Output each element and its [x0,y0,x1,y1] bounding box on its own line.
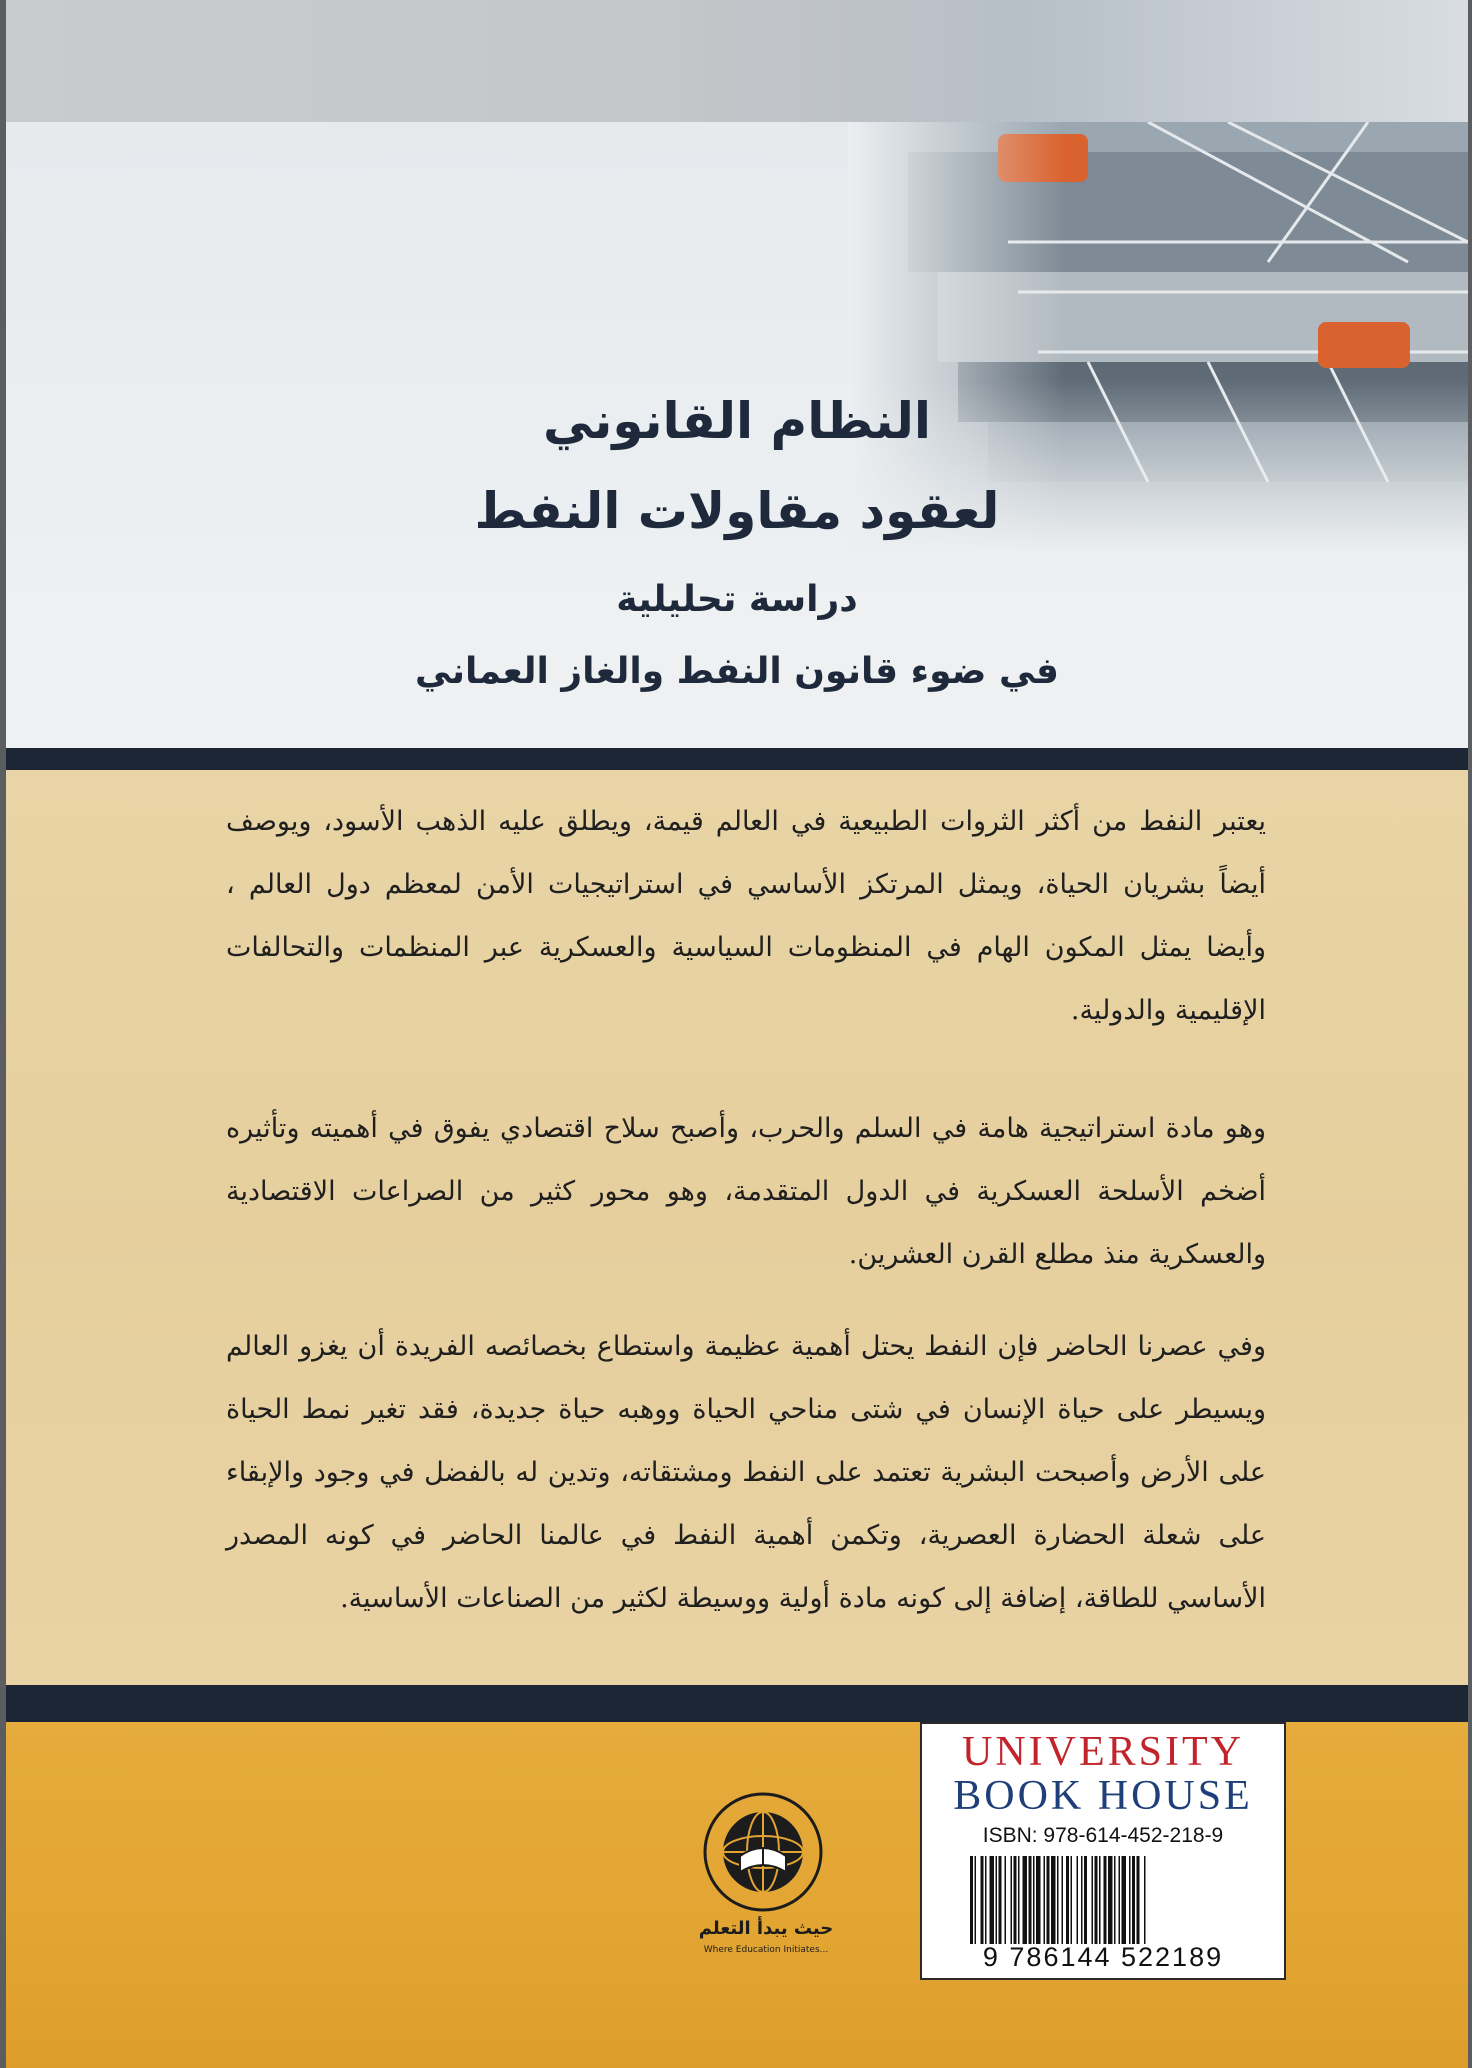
barcode-bar [996,1856,998,1944]
barcode-bar [1081,1856,1083,1944]
barcode-bar [1014,1856,1017,1944]
barcode-bar [1099,1856,1101,1944]
barcode-bar [1144,1856,1146,1944]
publisher-name-line-2: BOOK HOUSE [953,1773,1253,1819]
blurb-paragraph-1: يعتبر النفط من أكثر الثروات الطبيعية في العالم قيمة، ويطلق عليه الذهب الأسود، ويوصف أيضاً بشريان الحياة، ويمثل المرتكز الأساسي في استراتيجيات الأمن لمعظم دول العالم ، وأيضا يمثل المكون الهام في المنظومات السياسية والعسكرية عبر المنظمات والتحالفات الإقليمية والدولية. [226,806,1266,1026]
cover-title-line-1: النظام القانوني [542,392,931,450]
barcode-bar [1132,1856,1135,1944]
cover-subtitle-line-2: في ضوء قانون النفط والغاز العماني [415,651,1059,692]
publisher-slogan-arabic: حيث يبدأ التعلم [698,1918,834,1939]
publisher-name-line-1: UNIVERSITY [962,1729,1244,1775]
barcode-bar [1005,1856,1007,1944]
blurb-paragraph-2: وهو مادة استراتيجية هامة في السلم والحرب، وأصبح سلاح اقتصادي يفوق في أهميته وتأثيره أضخم الأسلحة العسكرية في الدول المتقدمة، وهو محور كثير من الصراعات الاقتصادية والعسكرية منذ مطلع القرن العشرين. [226,1113,1266,1270]
barcode-bars [970,1856,1252,1944]
barcode-bar [981,1856,984,1944]
barcode-bar [1108,1856,1113,1944]
barcode-bar [990,1856,995,1944]
barcode-bar [999,1856,1002,1944]
navy-divider-top [6,748,1468,770]
barcode-bar [1137,1856,1140,1944]
publisher-slogan-english: Where Education Initiates... [703,1945,829,1955]
barcode-digits: 9 786144 522189 [982,1942,1224,1972]
barcode-bar [975,1856,977,1944]
barcode-bar [1084,1856,1087,1944]
barcode-bar [1071,1856,1073,1944]
barcode-bar [970,1856,973,1944]
barcode-bar [1077,1856,1079,1944]
navy-divider-bottom [6,1685,1468,1722]
barcode-bar [1057,1856,1059,1944]
blurb-panel [6,770,1468,1685]
cover-subtitle-line-1: دراسة تحليلية [616,579,858,620]
cover-title-line-2: لعقود مقاولات النفط [474,482,1000,540]
barcode-bar [1018,1856,1020,1944]
barcode-bar [1023,1856,1028,1944]
isbn-label: ISBN: 978-614-452-218-9 [982,1824,1224,1847]
barcode-bar [1044,1856,1046,1944]
barcode-bar [1051,1856,1056,1944]
top-photo-strip [6,0,1468,122]
barcode-bar [1066,1856,1069,1944]
barcode-bar [1129,1856,1131,1944]
blurb-paragraph-3: وفي عصرنا الحاضر فإن النفط يحتل أهمية عظيمة واستطاع بخصائصه الفريدة أن يغزو العالم ويسيطر على حياة الإنسان في شتى مناحي الحياة ووهبه حياة جديدة، فقد تغير نمط الحياة على الأرض وأصبحت البشرية تعتمد على النفط ومشتقاته، وتدين له بالفضل في وجود والإبقاء على شعلة الحضارة العصرية، وتكمن أهمية النفط في عالمنا الحاضر في كونه المصدر الأساسي للطاقة، إضافة إلى كونه مادة أولية ووسيطة لكثير من الصناعات الأساسية. [226,1331,1266,1614]
barcode-bar [1122,1856,1127,1944]
barcode-bar [1104,1856,1107,1944]
book-back-cover [6,0,1468,2068]
barcode-bar [1029,1856,1032,1944]
barcode-bar [1062,1856,1064,1944]
barcode-bar [1092,1856,1094,1944]
barcode-bar [1047,1856,1050,1944]
barcode-bar [1011,1856,1013,1944]
barcode-bar [1036,1856,1041,1944]
barcode-bar [1033,1856,1035,1944]
barcode-bar [1114,1856,1116,1944]
barcode-bar [1119,1856,1121,1944]
barcode-bar [985,1856,987,1944]
barcode-box [920,1722,1286,1980]
publisher-logo [688,1760,838,1940]
barcode-bar [1095,1856,1098,1944]
